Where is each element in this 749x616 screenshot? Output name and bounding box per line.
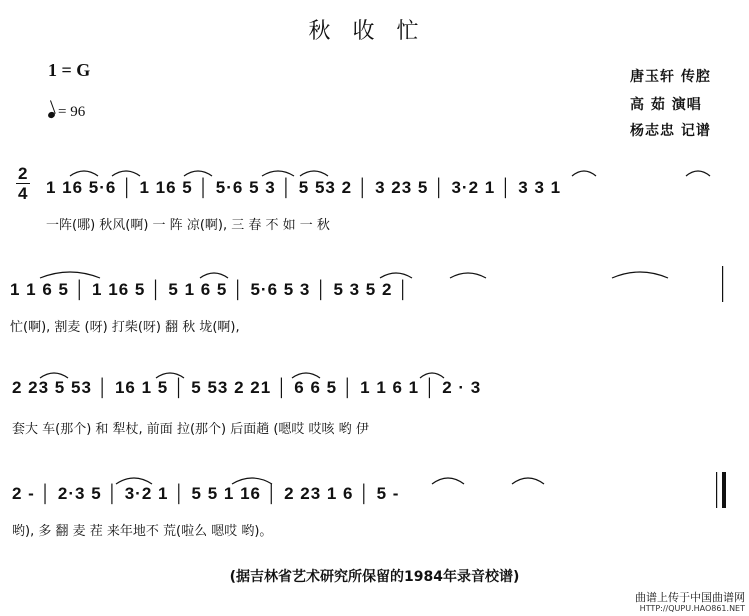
credit-arranger: 唐玉轩 传腔 <box>630 69 711 85</box>
credit-notation: 杨志忠 记谱 <box>630 123 711 139</box>
key-signature: 1 = G <box>48 60 91 80</box>
slur-mark <box>686 171 710 176</box>
lyrics-line-2: 忙(啊), 割麦 (呀) 打柴(呀) 翻 秋 垅(啊), <box>10 320 240 335</box>
lyrics-line-3: 套大 车(那个) 和 犁杖, 前面 拉(那个) 后面趟 (嗯哎 哎咳 哟 伊 <box>12 422 369 437</box>
slur-mark <box>184 171 212 176</box>
slur-mark <box>262 171 294 176</box>
watermark-line-1: 曲谱上传于中国曲谱网 <box>635 591 745 604</box>
time-signature-top: 2 <box>18 164 28 183</box>
slur-mark <box>300 171 328 176</box>
song-title: 秋收忙 <box>308 19 441 44</box>
tempo-value: = 96 <box>58 104 86 120</box>
slur-mark <box>40 272 100 278</box>
slur-mark <box>116 478 152 484</box>
slur-mark <box>572 171 596 176</box>
final-barline-thin <box>716 472 717 508</box>
line-end-barline <box>722 266 723 302</box>
watermark-line-2: HTTP://QUPU.HAO861.NET <box>639 604 745 613</box>
slur-mark <box>70 171 98 176</box>
credit-singer: 高 茹 演唱 <box>630 97 702 113</box>
slur-mark <box>200 273 228 278</box>
notation-line-2: 1 1 6 5 │ 1 16 5 │ 5 1 6 5 │ 5·6 5 3 │ 5 3 5 2 │ <box>10 280 410 299</box>
slur-mark <box>432 478 464 484</box>
slur-mark <box>612 272 668 278</box>
final-barline-thick <box>722 472 726 508</box>
lyrics-line-1: 一阵(哪) 秋风(啊) 一 阵 凉(啊), 三 春 不 如 一 秋 <box>46 218 330 233</box>
notation-line-1: 1 16 5·6 │ 1 16 5 │ 5·6 5 3 │ 5 53 2 │ 3 23 5 │ 3·2 1 │ 3 3 1 <box>46 178 562 197</box>
source-note: (据吉林省艺术研究所保留的1984年录音校谱) <box>229 569 520 585</box>
slur-mark <box>292 373 320 378</box>
slur-mark <box>450 273 486 278</box>
slur-mark <box>512 478 544 484</box>
slur-mark <box>232 478 272 484</box>
slur-mark <box>40 373 68 378</box>
notation-line-3: 2 23 5 53 │ 16 1 5 │ 5 53 2 21 │ 6 6 5 │ 1 1 6 1 │ 2 · 3 <box>12 378 482 397</box>
slur-mark <box>156 373 184 378</box>
slur-mark <box>112 171 140 176</box>
notation-line-4: 2 - │ 2·3 5 │ 3·2 1 │ 5 5 1 16 │ 2 23 1 6 │ 5 - <box>12 484 400 503</box>
slur-mark <box>420 373 444 378</box>
lyrics-line-4: 哟), 多 翻 麦 茬 来年地不 荒(啦么 嗯哎 哟)。 <box>12 524 273 539</box>
slur-mark <box>380 273 412 278</box>
time-signature-bottom: 4 <box>18 184 28 203</box>
site-watermark <box>635 592 745 614</box>
